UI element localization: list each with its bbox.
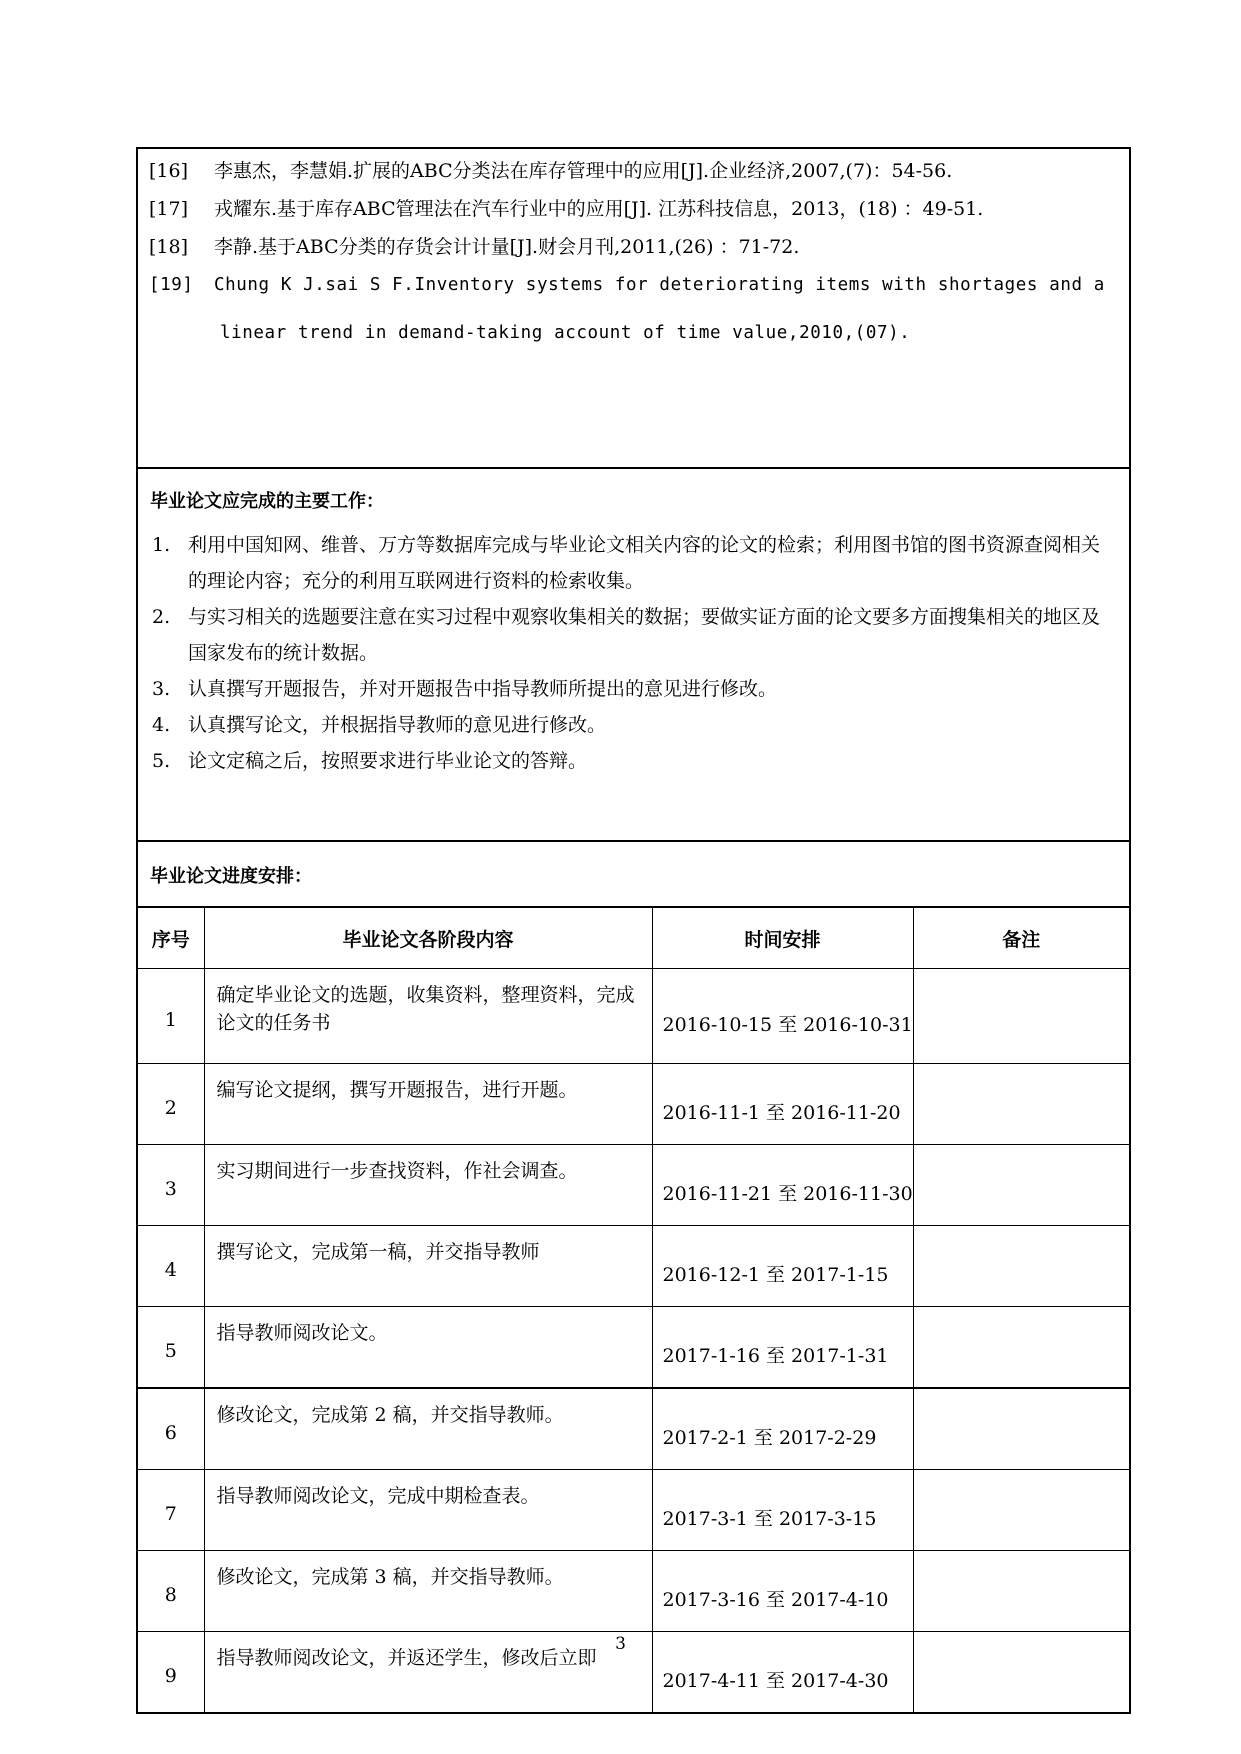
reference-item: [138, 235, 1129, 259]
work-item: [150, 527, 1117, 599]
table-row: [138, 1388, 1129, 1470]
reference-text: 李静.基于ABC分类的存货会计计量[J].财会月刊,2011,(26) ：71-72.: [214, 236, 800, 258]
row-content: 修改论文，完成第 3 稿，并交指导教师。: [204, 1551, 652, 1632]
row-time: 2017-3-16 至 2017-4-10: [652, 1551, 913, 1632]
row-index: 7: [138, 1470, 204, 1551]
column-header-content: 毕业论文各阶段内容: [204, 908, 652, 969]
row-note: [913, 1470, 1129, 1551]
row-content: 编写论文提纲，撰写开题报告，进行开题。: [204, 1064, 652, 1145]
work-item-index: 4.: [152, 714, 171, 736]
row-content: 修改论文，完成第 2 稿，并交指导教师。: [204, 1388, 652, 1470]
row-time: 2016-12-1 至 2017-1-15: [652, 1226, 913, 1307]
reference-number: [17]: [149, 198, 189, 220]
reference-item: [138, 197, 1129, 221]
reference-number: [18]: [149, 236, 189, 258]
row-note: [913, 1388, 1129, 1470]
row-note: [913, 1307, 1129, 1389]
table-row: [138, 1064, 1129, 1145]
work-item-text: 认真撰写开题报告，并对开题报告中指导教师所提出的意见进行修改。: [188, 678, 778, 700]
column-header-note: 备注: [913, 908, 1129, 969]
work-item-text: 论文定稿之后，按照要求进行毕业论文的答辩。: [188, 750, 588, 772]
work-item-index: 2.: [152, 606, 171, 628]
row-index: 8: [138, 1551, 204, 1632]
row-content: 指导教师阅改论文，完成中期检查表。: [204, 1470, 652, 1551]
row-content: 实习期间进行一步查找资料，作社会调查。: [204, 1145, 652, 1226]
table-row: [138, 1307, 1129, 1389]
document-frame: [136, 147, 1131, 1714]
work-item-index: 5.: [152, 750, 171, 772]
table-row: [138, 1226, 1129, 1307]
page-number: 3: [615, 1634, 626, 1654]
reference-text: Chung K J.sai S F.Inventory systems for deteriorating items with shortages and a: [214, 275, 1105, 295]
reference-text: 戎耀东.基于库存ABC管理法在汽车行业中的应用[J]. 江苏科技信息，2013，(18) ：49-51.: [214, 198, 984, 220]
row-content: 指导教师阅改论文。: [204, 1307, 652, 1389]
row-time: 2017-1-16 至 2017-1-31: [652, 1307, 913, 1389]
table-row: [138, 969, 1129, 1064]
row-time: 2016-11-21 至 2016-11-30: [652, 1145, 913, 1226]
work-item: [150, 743, 1117, 779]
main-work-heading: 毕业论文应完成的主要工作：: [150, 491, 384, 512]
schedule-heading: 毕业论文进度安排：: [138, 842, 1129, 908]
row-content: 指导教师阅改论文，并返还学生，修改后立即: [204, 1632, 652, 1713]
row-time: 2016-10-15 至 2016-10-31: [652, 969, 913, 1064]
reference-item: [138, 273, 1129, 345]
reference-number: [16]: [149, 160, 189, 182]
row-note: [913, 1064, 1129, 1145]
reference-text-continuation: linear trend in demand-taking account of time value,2010,(07).: [220, 323, 911, 343]
row-index: 2: [138, 1064, 204, 1145]
table-row: [138, 1551, 1129, 1632]
table-row: [138, 1470, 1129, 1551]
row-index: 9: [138, 1632, 204, 1713]
work-item-index: 3.: [152, 678, 171, 700]
work-item-text: 利用中国知网、维普、万方等数据库完成与毕业论文相关内容的论文的检索；利用图书馆的图书资源查阅相关的理论内容；充分的利用互联网进行资料的检索收集。: [188, 534, 1101, 592]
row-content: 确定毕业论文的选题，收集资料，整理资料，完成论文的任务书: [204, 969, 652, 1064]
reference-item: [138, 159, 1129, 183]
row-index: 4: [138, 1226, 204, 1307]
row-time: 2017-4-11 至 2017-4-30: [652, 1632, 913, 1713]
table-row: [138, 1145, 1129, 1226]
main-work-section: [138, 469, 1129, 842]
column-header-index: 序号: [138, 908, 204, 969]
row-index: 1: [138, 969, 204, 1064]
work-item-index: 1.: [152, 534, 171, 556]
row-index: 6: [138, 1388, 204, 1470]
row-index: 5: [138, 1307, 204, 1389]
references-section: [138, 149, 1129, 469]
column-header-time: 时间安排: [652, 908, 913, 969]
row-note: [913, 1551, 1129, 1632]
reference-number: [19]: [149, 275, 194, 295]
row-content: 撰写论文，完成第一稿，并交指导教师: [204, 1226, 652, 1307]
row-note: [913, 969, 1129, 1064]
row-note: [913, 1145, 1129, 1226]
work-item: [150, 671, 1117, 707]
work-item: [150, 599, 1117, 671]
row-index: 3: [138, 1145, 204, 1226]
work-item-text: 与实习相关的选题要注意在实习过程中观察收集相关的数据；要做实证方面的论文要多方面搜集相关的地区及国家发布的统计数据。: [188, 606, 1101, 664]
row-time: 2017-3-1 至 2017-3-15: [652, 1470, 913, 1551]
work-item-text: 认真撰写论文，并根据指导教师的意见进行修改。: [188, 714, 607, 736]
row-time: 2016-11-1 至 2016-11-20: [652, 1064, 913, 1145]
row-note: [913, 1226, 1129, 1307]
schedule-table: [138, 908, 1129, 1712]
schedule-header-row: [138, 908, 1129, 969]
work-item: [150, 707, 1117, 743]
row-time: 2017-2-1 至 2017-2-29: [652, 1388, 913, 1470]
reference-text: 李惠杰，李慧娟.扩展的ABC分类法在库存管理中的应用[J].企业经济,2007,(7)：54-56.: [214, 160, 953, 182]
